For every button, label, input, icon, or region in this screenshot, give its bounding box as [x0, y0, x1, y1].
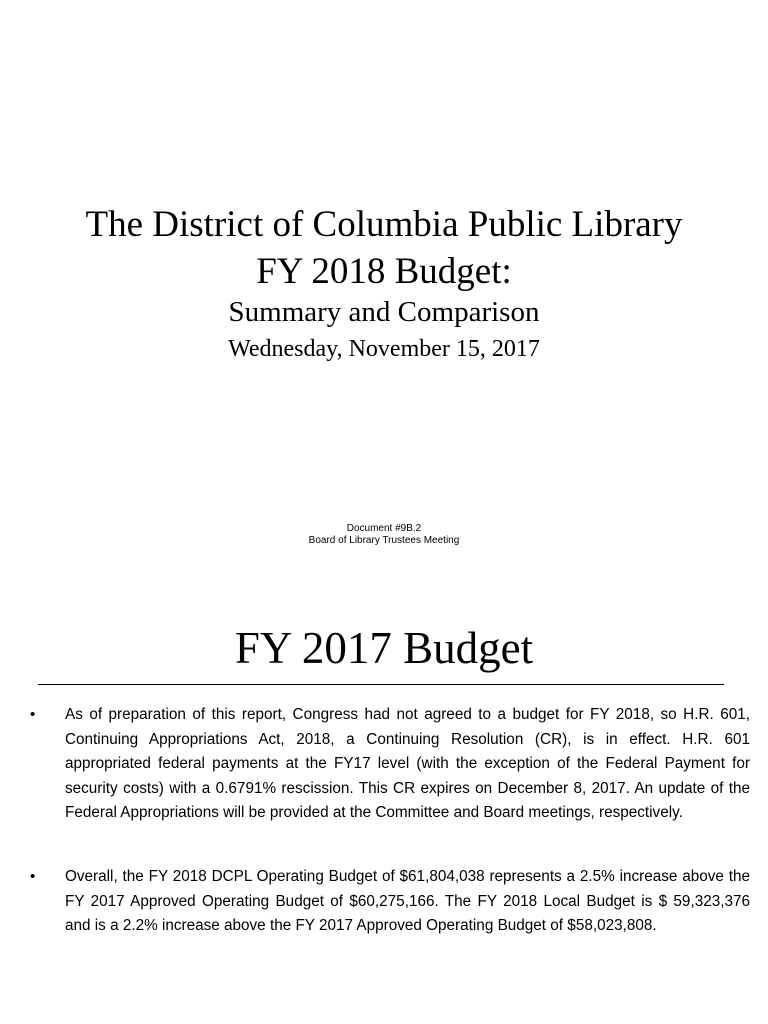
- bullet-text: As of preparation of this report, Congress had not agreed to a budget for FY 2018, so H.R. 601, Continuing Appropriations Act, 2018, a Continuing Resolution (CR), is in effect. H.R. 601 appropriated federal payments at the FY17 level (with the exception of the Federal Payment for security costs) with a 0.6791% rescission. This CR expires on December 8, 2017. An update of the Federal Appropriations will be provided at the Committee and Board meetings, respectively.: [65, 706, 750, 822]
- document-subtitle: Summary and Comparison: [228, 296, 540, 328]
- document-title-line-2: FY 2018 Budget:: [256, 251, 512, 292]
- bullet-text: Overall, the FY 2018 DCPL Operating Budget of $61,804,038 represents a 2.5% increase above the FY 2017 Approved Operating Budget of $60,275,166. The FY 2018 Local Budget is $ 59,323,376 and is a 2.2% increase above the FY 2017 Approved Operating Budget of $58,023,808.: [65, 868, 750, 935]
- bullet-marker: •: [30, 706, 36, 723]
- document-title-line-1: The District of Columbia Public Library: [85, 204, 683, 245]
- meeting-name: Board of Library Trustees Meeting: [308, 535, 460, 546]
- document-number: Document #9B.2: [346, 523, 422, 534]
- bullet-marker: •: [30, 868, 36, 885]
- section-divider: [38, 684, 724, 685]
- section-heading: FY 2017 Budget: [234, 623, 534, 673]
- document-date: Wednesday, November 15, 2017: [228, 336, 540, 362]
